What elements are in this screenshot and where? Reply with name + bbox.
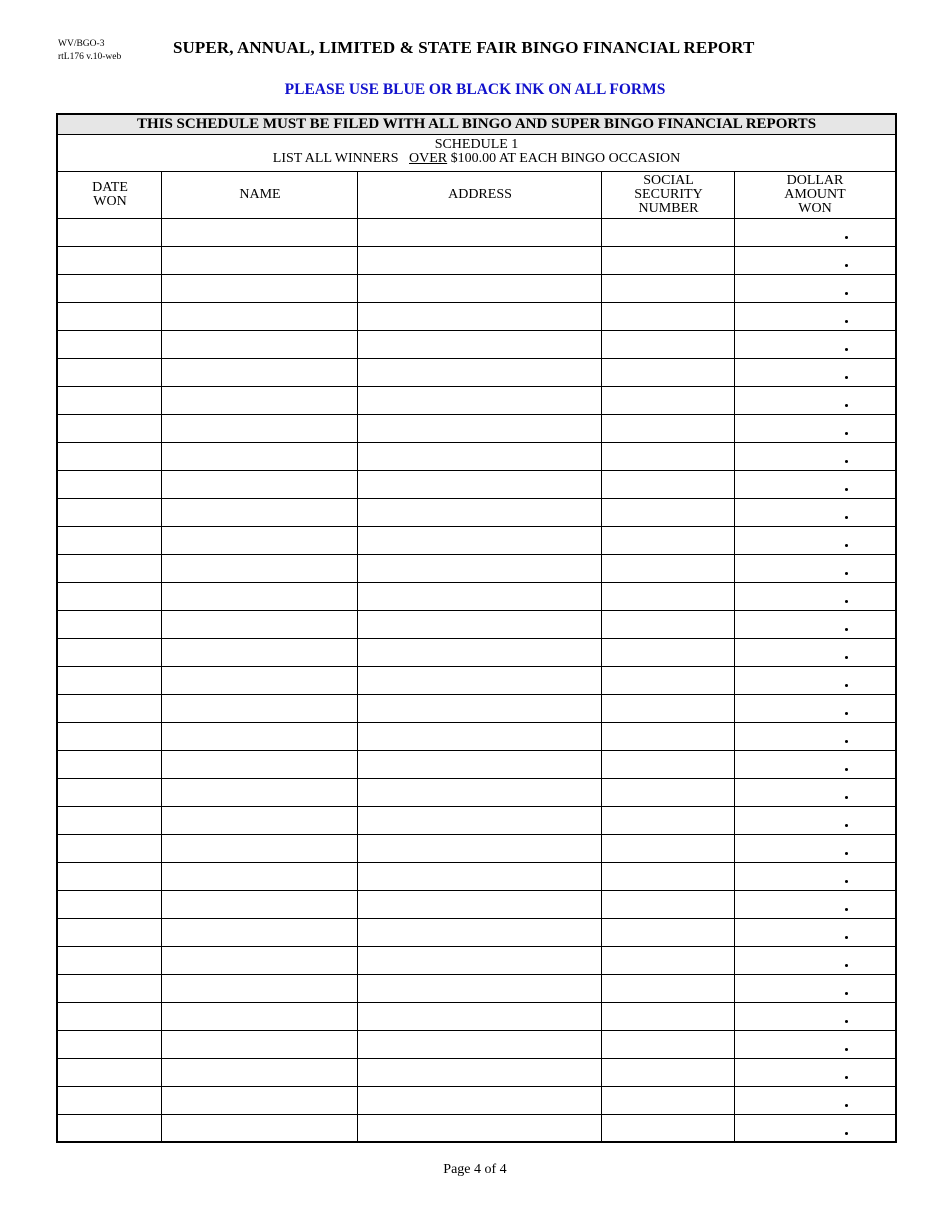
decimal-point-mark (845, 712, 848, 715)
decimal-point-mark (845, 572, 848, 575)
ssn-cell[interactable] (602, 331, 734, 358)
ssn-cell[interactable] (602, 527, 734, 554)
date-won-cell[interactable] (58, 499, 161, 526)
address-cell[interactable] (358, 555, 601, 582)
table-row (58, 1031, 895, 1059)
decimal-point-mark (845, 236, 848, 239)
table-row (58, 443, 895, 471)
table-row (58, 919, 895, 947)
table-row (58, 527, 895, 555)
address-cell[interactable] (358, 527, 601, 554)
address-cell[interactable] (358, 863, 601, 890)
ssn-cell[interactable] (602, 555, 734, 582)
page-number: Page 4 of 4 (443, 1162, 507, 1177)
decimal-point-mark (845, 516, 848, 519)
amount-cell[interactable] (735, 779, 895, 806)
table-row (58, 415, 895, 443)
address-cell[interactable] (358, 751, 601, 778)
decimal-point-mark (845, 768, 848, 771)
decimal-point-mark (845, 488, 848, 491)
date-won-cell[interactable] (58, 835, 161, 862)
name-cell[interactable] (162, 1059, 357, 1086)
address-cell[interactable] (358, 1031, 601, 1058)
address-cell[interactable] (358, 1115, 601, 1142)
table-row (58, 583, 895, 611)
decimal-point-mark (845, 936, 848, 939)
column-header-amount (735, 172, 895, 219)
decimal-point-mark (845, 404, 848, 407)
ssn-cell[interactable] (602, 639, 734, 666)
ssn-cell[interactable] (602, 863, 734, 890)
table-row (58, 863, 895, 891)
ssn-cell[interactable] (602, 219, 734, 246)
date-won-cell[interactable] (58, 415, 161, 442)
table-row (58, 331, 895, 359)
address-cell[interactable] (358, 807, 601, 834)
decimal-point-mark (845, 292, 848, 295)
winners-table-body (58, 219, 895, 1143)
table-row (58, 695, 895, 723)
ssn-cell[interactable] (602, 891, 734, 918)
date-won-cell[interactable] (58, 975, 161, 1002)
name-cell[interactable] (162, 303, 357, 330)
date-won-cell[interactable] (58, 219, 161, 246)
ssn-cell[interactable] (602, 695, 734, 722)
name-cell[interactable] (162, 331, 357, 358)
name-cell[interactable] (162, 1087, 357, 1114)
header-address-label: ADDRESS (448, 187, 512, 202)
date-won-cell[interactable] (58, 1031, 161, 1058)
address-cell[interactable] (358, 471, 601, 498)
table-row (58, 275, 895, 303)
decimal-point-mark (845, 1132, 848, 1135)
name-cell[interactable] (162, 1031, 357, 1058)
header-amount-line2: AMOUNT (784, 187, 846, 202)
amount-cell[interactable] (735, 639, 895, 666)
column-header-address (358, 172, 602, 219)
date-won-cell[interactable] (58, 387, 161, 414)
address-cell[interactable] (358, 947, 601, 974)
schedule-name: SCHEDULE 1 (434, 137, 519, 152)
name-cell[interactable] (162, 247, 357, 274)
name-cell[interactable] (162, 583, 357, 610)
schedule-instruction (58, 152, 895, 166)
address-cell[interactable] (358, 639, 601, 666)
name-cell[interactable] (162, 415, 357, 442)
table-row (58, 835, 895, 863)
table-row (58, 499, 895, 527)
address-cell[interactable] (358, 1003, 601, 1030)
amount-cell[interactable] (735, 1003, 895, 1030)
date-won-cell[interactable] (58, 611, 161, 638)
ssn-cell[interactable] (602, 415, 734, 442)
decimal-point-mark (845, 264, 848, 267)
address-cell[interactable] (358, 779, 601, 806)
amount-cell[interactable] (735, 219, 895, 246)
table-row (58, 947, 895, 975)
name-cell[interactable] (162, 499, 357, 526)
ssn-cell[interactable] (602, 723, 734, 750)
table-row (58, 555, 895, 583)
date-won-cell[interactable] (58, 303, 161, 330)
winners-schedule (56, 113, 897, 1143)
amount-cell[interactable] (735, 527, 895, 554)
date-won-cell[interactable] (58, 583, 161, 610)
name-cell[interactable] (162, 611, 357, 638)
amount-cell[interactable] (735, 975, 895, 1002)
amount-cell[interactable] (735, 807, 895, 834)
address-cell[interactable] (358, 1059, 601, 1086)
ssn-cell[interactable] (602, 471, 734, 498)
name-cell[interactable] (162, 275, 357, 302)
ssn-cell[interactable] (602, 779, 734, 806)
address-cell[interactable] (358, 1087, 601, 1114)
amount-cell[interactable] (735, 1059, 895, 1086)
name-cell[interactable] (162, 947, 357, 974)
ssn-cell[interactable] (602, 947, 734, 974)
table-row (58, 303, 895, 331)
date-won-cell[interactable] (58, 639, 161, 666)
date-won-cell[interactable] (58, 1115, 161, 1142)
table-row (58, 807, 895, 835)
amount-cell[interactable] (735, 555, 895, 582)
column-header-ssn (602, 172, 735, 219)
amount-cell[interactable] (735, 611, 895, 638)
date-won-cell[interactable] (58, 723, 161, 750)
decimal-point-mark (845, 1020, 848, 1023)
name-cell[interactable] (162, 723, 357, 750)
amount-cell[interactable] (735, 331, 895, 358)
ssn-cell[interactable] (602, 247, 734, 274)
name-cell[interactable] (162, 387, 357, 414)
name-cell[interactable] (162, 219, 357, 246)
decimal-point-mark (845, 880, 848, 883)
address-cell[interactable] (358, 975, 601, 1002)
table-row (58, 667, 895, 695)
instruction-after: $100.00 AT EACH BINGO OCCASION (450, 151, 681, 166)
table-row (58, 1003, 895, 1031)
table-row (58, 611, 895, 639)
name-cell[interactable] (162, 695, 357, 722)
ssn-cell[interactable] (602, 1003, 734, 1030)
form-version: rtL176 v.10-web (58, 52, 122, 62)
amount-cell[interactable] (735, 751, 895, 778)
date-won-cell[interactable] (58, 751, 161, 778)
amount-cell[interactable] (735, 247, 895, 274)
ssn-cell[interactable] (602, 1059, 734, 1086)
amount-cell[interactable] (735, 695, 895, 722)
decimal-point-mark (845, 964, 848, 967)
table-row (58, 1087, 895, 1115)
name-cell[interactable] (162, 471, 357, 498)
date-won-cell[interactable] (58, 1059, 161, 1086)
decimal-point-mark (845, 1048, 848, 1051)
date-won-cell[interactable] (58, 667, 161, 694)
address-cell[interactable] (358, 415, 601, 442)
decimal-point-mark (845, 544, 848, 547)
ssn-cell[interactable] (602, 919, 734, 946)
decimal-point-mark (845, 684, 848, 687)
date-won-cell[interactable] (58, 1087, 161, 1114)
date-won-cell[interactable] (58, 331, 161, 358)
date-won-cell[interactable] (58, 695, 161, 722)
decimal-point-mark (845, 376, 848, 379)
amount-cell[interactable] (735, 1031, 895, 1058)
ssn-cell[interactable] (602, 751, 734, 778)
header-amount-line3: WON (798, 201, 832, 216)
address-cell[interactable] (358, 359, 601, 386)
form-identifier (58, 38, 121, 64)
name-cell[interactable] (162, 527, 357, 554)
address-cell[interactable] (358, 499, 601, 526)
date-won-cell[interactable] (58, 919, 161, 946)
amount-cell[interactable] (735, 415, 895, 442)
header-name-label: NAME (239, 187, 281, 202)
date-won-cell[interactable] (58, 471, 161, 498)
date-won-cell[interactable] (58, 443, 161, 470)
decimal-point-mark (845, 796, 848, 799)
date-won-cell[interactable] (58, 807, 161, 834)
address-cell[interactable] (358, 219, 601, 246)
table-row (58, 219, 895, 247)
amount-cell[interactable] (735, 891, 895, 918)
address-cell[interactable] (358, 611, 601, 638)
name-cell[interactable] (162, 751, 357, 778)
header-ssn-line1: SOCIAL (643, 173, 694, 188)
amount-cell[interactable] (735, 667, 895, 694)
address-cell[interactable] (358, 583, 601, 610)
table-row (58, 247, 895, 275)
name-cell[interactable] (162, 555, 357, 582)
header-date-line1: DATE (92, 180, 128, 195)
name-cell[interactable] (162, 1003, 357, 1030)
amount-cell[interactable] (735, 499, 895, 526)
ssn-cell[interactable] (602, 443, 734, 470)
decimal-point-mark (845, 1104, 848, 1107)
date-won-cell[interactable] (58, 359, 161, 386)
ssn-cell[interactable] (602, 975, 734, 1002)
address-cell[interactable] (358, 247, 601, 274)
ssn-cell[interactable] (602, 1031, 734, 1058)
amount-cell[interactable] (735, 1115, 895, 1142)
name-cell[interactable] (162, 359, 357, 386)
column-header-date-won (58, 172, 162, 219)
date-won-cell[interactable] (58, 779, 161, 806)
amount-cell[interactable] (735, 359, 895, 386)
table-row (58, 359, 895, 387)
decimal-point-mark (845, 460, 848, 463)
amount-cell[interactable] (735, 443, 895, 470)
decimal-point-mark (845, 1076, 848, 1079)
amount-cell[interactable] (735, 583, 895, 610)
address-cell[interactable] (358, 919, 601, 946)
address-cell[interactable] (358, 723, 601, 750)
amount-cell[interactable] (735, 863, 895, 890)
amount-cell[interactable] (735, 471, 895, 498)
table-row (58, 1059, 895, 1087)
date-won-cell[interactable] (58, 555, 161, 582)
amount-cell[interactable] (735, 1087, 895, 1114)
decimal-point-mark (845, 348, 848, 351)
ssn-cell[interactable] (602, 1115, 734, 1142)
name-cell[interactable] (162, 863, 357, 890)
schedule-heading (58, 135, 895, 172)
ssn-cell[interactable] (602, 359, 734, 386)
table-row (58, 639, 895, 667)
ssn-cell[interactable] (602, 499, 734, 526)
report-title: SUPER, ANNUAL, LIMITED & STATE FAIR BINGO FINANCIAL REPORT (173, 38, 755, 57)
address-cell[interactable] (358, 331, 601, 358)
address-cell[interactable] (358, 275, 601, 302)
ssn-cell[interactable] (602, 303, 734, 330)
address-cell[interactable] (358, 891, 601, 918)
address-cell[interactable] (358, 387, 601, 414)
amount-cell[interactable] (735, 919, 895, 946)
table-row (58, 387, 895, 415)
ssn-cell[interactable] (602, 583, 734, 610)
table-row (58, 975, 895, 1003)
decimal-point-mark (845, 852, 848, 855)
amount-cell[interactable] (735, 947, 895, 974)
header-amount-line1: DOLLAR (786, 173, 844, 188)
date-won-cell[interactable] (58, 247, 161, 274)
date-won-cell[interactable] (58, 1003, 161, 1030)
name-cell[interactable] (162, 891, 357, 918)
name-cell[interactable] (162, 1115, 357, 1142)
name-cell[interactable] (162, 975, 357, 1002)
address-cell[interactable] (358, 303, 601, 330)
instruction-before: LIST ALL WINNERS (272, 151, 399, 166)
decimal-point-mark (845, 600, 848, 603)
address-cell[interactable] (358, 835, 601, 862)
ssn-cell[interactable] (602, 835, 734, 862)
amount-cell[interactable] (735, 275, 895, 302)
table-row (58, 723, 895, 751)
name-cell[interactable] (162, 639, 357, 666)
instruction-emphasis: OVER (409, 151, 448, 166)
table-row (58, 751, 895, 779)
ink-notice: PLEASE USE BLUE OR BLACK INK ON ALL FORMS (284, 81, 666, 98)
amount-cell[interactable] (735, 723, 895, 750)
name-cell[interactable] (162, 919, 357, 946)
table-row (58, 471, 895, 499)
decimal-point-mark (845, 992, 848, 995)
decimal-point-mark (845, 628, 848, 631)
decimal-point-mark (845, 740, 848, 743)
amount-cell[interactable] (735, 835, 895, 862)
name-cell[interactable] (162, 443, 357, 470)
header-ssn-line3: NUMBER (638, 201, 699, 216)
table-row (58, 891, 895, 919)
amount-cell[interactable] (735, 387, 895, 414)
amount-cell[interactable] (735, 303, 895, 330)
ssn-cell[interactable] (602, 275, 734, 302)
decimal-point-mark (845, 432, 848, 435)
ssn-cell[interactable] (602, 387, 734, 414)
name-cell[interactable] (162, 779, 357, 806)
decimal-point-mark (845, 908, 848, 911)
name-cell[interactable] (162, 667, 357, 694)
column-header-name (162, 172, 358, 219)
table-row (58, 1115, 895, 1143)
ssn-cell[interactable] (602, 1087, 734, 1114)
table-row (58, 779, 895, 807)
form-code: WV/BGO-3 (58, 39, 105, 49)
decimal-point-mark (845, 656, 848, 659)
decimal-point-mark (845, 824, 848, 827)
name-cell[interactable] (162, 835, 357, 862)
ssn-cell[interactable] (602, 611, 734, 638)
date-won-cell[interactable] (58, 891, 161, 918)
date-won-cell[interactable] (58, 275, 161, 302)
schedule-banner: THIS SCHEDULE MUST BE FILED WITH ALL BINGO AND SUPER BINGO FINANCIAL REPORTS (58, 115, 895, 135)
header-ssn-line2: SECURITY (634, 187, 703, 202)
address-cell[interactable] (358, 667, 601, 694)
date-won-cell[interactable] (58, 947, 161, 974)
ssn-cell[interactable] (602, 667, 734, 694)
name-cell[interactable] (162, 807, 357, 834)
date-won-cell[interactable] (58, 527, 161, 554)
date-won-cell[interactable] (58, 863, 161, 890)
header-date-line2: WON (93, 194, 127, 209)
ssn-cell[interactable] (602, 807, 734, 834)
address-cell[interactable] (358, 443, 601, 470)
address-cell[interactable] (358, 695, 601, 722)
decimal-point-mark (845, 320, 848, 323)
